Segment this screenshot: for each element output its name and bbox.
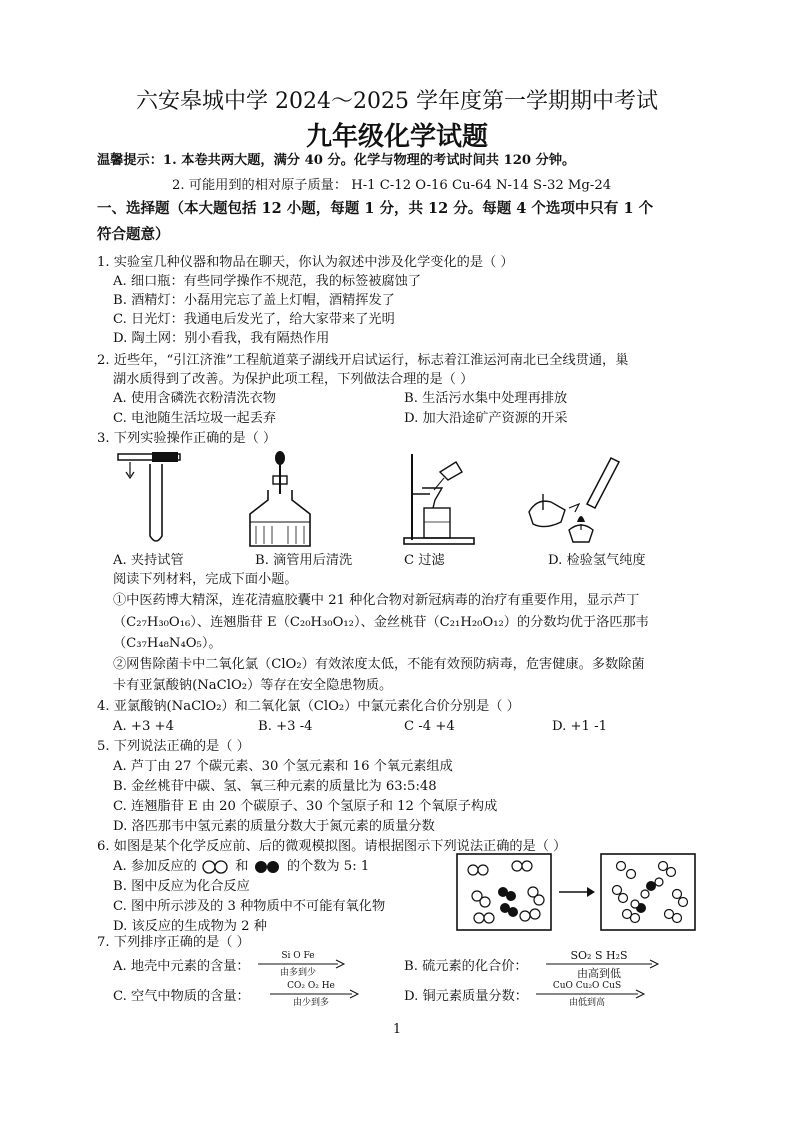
q1-option-a: A. 细口瓶：有些同学操作不规范，我的标签被腐蚀了	[113, 274, 422, 289]
q2-option-b: B. 生活污水集中处理再排放	[404, 391, 568, 406]
q4-option-c: C -4 +4	[404, 719, 455, 734]
q7-option-b-direction: 由高到低	[577, 967, 621, 980]
reading-p1-line1: ①中医药博大精深，连花清瘟胶囊中 21 种化合物对新冠病毒的治疗有重要作用，显示芦丁	[113, 593, 640, 608]
reading-p1-line3: （C₃₇H₄₈N₄O₅）。	[113, 636, 222, 651]
tips-line-2: 2. 可能用到的相对原子质量： H-1 C-12 O-16 Cu-64 N-14 S-32 Mg-24	[172, 178, 612, 193]
q7-option-d: D. 铜元素质量分数：	[404, 989, 528, 1004]
q7-option-d-order: CuO Cu₂O CuS	[552, 981, 622, 991]
q7-option-b-arrow	[544, 949, 660, 979]
q5-option-b: B. 金丝桃苷中碳、氢、氧三种元素的质量比为 63:5:48	[113, 779, 437, 794]
q7-option-a: A. 地壳中元素的含量：	[113, 959, 250, 974]
q7-option-a-direction: 由多到少	[279, 968, 316, 978]
q6-option-a-pre: A. 参加反应的	[113, 859, 197, 874]
q4-option-b: B. +3 -4	[258, 719, 313, 734]
q4-option-d: D. +1 -1	[552, 719, 607, 734]
filtration-figure	[400, 450, 480, 550]
q1-stem: 1. 实验室几种仪器和物品在聊天，你认为叙述中涉及化学变化的是（ ）	[97, 255, 514, 270]
q4-option-a: A. +3 +4	[113, 719, 174, 734]
reading-intro: 阅读下列材料，完成下面小题。	[113, 572, 298, 587]
q3-option-c: C 过滤	[404, 553, 445, 568]
q5-option-c: C. 连翘脂苷 E 由 20 个碳原子、30 个氢原子和 12 个氧原子构成	[113, 799, 498, 814]
q7-option-d-arrow	[534, 981, 646, 1007]
q7-option-c: C. 空气中物质的含量：	[113, 989, 250, 1004]
tips-line-1: 温馨提示：1. 本卷共两大题，满分 40 分。化学与物理的考试时间共 120 分钟。	[97, 153, 576, 168]
q2-stem-2: 湖水质得到了改善。为保护此项工程，下列做法合理的是（ ）	[113, 372, 474, 387]
q3-option-d: D. 检验氢气纯度	[548, 553, 646, 568]
section-1-heading-cont: 符合题意）	[97, 226, 170, 243]
q7-option-c-order: CO₂ O₂ He	[287, 981, 335, 991]
q6-option-a-post: 的个数为 5: 1	[286, 859, 370, 874]
reading-p2-line1: ②网售除菌卡中二氧化氯（ClO₂）有效浓度太低，不能有效预防病毒，危害健康。多数除菌	[113, 657, 645, 672]
q1-option-d: D. 陶土网：别小看我，我有隔热作用	[113, 331, 330, 346]
q7-option-b: B. 硫元素的化合价：	[404, 959, 528, 974]
q3-stem: 3. 下列实验操作正确的是（ ）	[97, 431, 277, 446]
q1-option-b: B. 酒精灯：小磊用完忘了盖上灯帽，酒精挥发了	[113, 293, 395, 308]
q7-stem: 7. 下列排序正确的是（ ）	[97, 935, 250, 950]
q7-option-b-order: SO₂ S H₂S	[570, 949, 628, 962]
q5-option-d: D. 洛匹那韦中氢元素的质量分数大于氮元素的质量分数	[113, 819, 435, 834]
q7-option-a-arrow	[256, 951, 346, 977]
q4-stem: 4. 亚氯酸钠(NaClO₂）和二氧化氯（ClO₂）中氯元素化合价分别是（ ）	[97, 699, 520, 714]
q5-stem: 5. 下列说法正确的是（ ）	[97, 739, 250, 754]
q5-option-a: A. 芦丁由 27 个碳元素、30 个氢元素和 16 个氧元素组成	[113, 759, 453, 774]
reading-p2-line2: 卡有亚氯酸钠(NaClO₂）等存在安全隐患物质。	[113, 678, 393, 693]
test-tube-holder-figure	[110, 450, 190, 550]
q3-option-a: A. 夹持试管	[113, 553, 184, 568]
reading-p1-line2: （C₂₇H₃₀O₁₆）、连翘脂苷 E（C₂₀H₃₀O₁₂）、金丝桃苷（C₂₁H₂₀O₁₂）的分数均优于洛匹那韦	[113, 615, 649, 630]
hydrogen-purity-figure	[525, 450, 625, 550]
q1-option-c: C. 日光灯：我通电后发光了，给大家带来了光明	[113, 312, 395, 327]
exam-subtitle: 九年级化学试题	[305, 122, 488, 152]
q2-stem-1: 2. 近些年，“引江济淮”工程航道菜子湖线开启试运行，标志着江淮运河南北已全线贯通，巢	[97, 353, 629, 368]
q2-option-c: C. 电池随生活垃圾一起丢弃	[113, 411, 277, 426]
q6-option-c: C. 图中所示涉及的 3 种物质中不可能有氧化物	[113, 899, 386, 914]
q2-option-d: D. 加大沿途矿产资源的开采	[404, 411, 568, 426]
q6-option-b: B. 图中反应为化合反应	[113, 879, 250, 894]
white-molecule-icon	[201, 860, 231, 874]
q6-option-a-mid: 和	[235, 859, 249, 874]
q6-option-a	[113, 858, 369, 876]
q6-option-d: D. 该反应的生成物为 2 种	[113, 919, 267, 934]
dropper-bottle-figure	[240, 450, 320, 550]
q6-stem: 6. 如图是某个化学反应前、后的微观模拟图。请根据图示下列说法正确的是（ ）	[97, 839, 567, 854]
q7-option-c-arrow	[268, 981, 360, 1007]
black-molecule-icon	[253, 860, 283, 874]
q7-option-c-direction: 由少到多	[292, 998, 329, 1008]
reaction-micro-diagram	[455, 852, 755, 936]
q7-option-d-direction: 由低到高	[568, 998, 605, 1008]
q3-option-b: B. 滴管用后清洗	[255, 553, 353, 568]
section-1-heading: 一、选择题（本大题包括 12 小题，每题 1 分，共 12 分。每题 4 个选项中只有 1 个	[97, 200, 654, 217]
q2-option-a: A. 使用含磷洗衣粉清洗衣物	[113, 391, 276, 406]
exam-title: 六安皋城中学 2024～2025 学年度第一学期期中考试	[136, 89, 658, 114]
page-number: 1	[392, 1022, 402, 1037]
q7-option-a-order: Si O Fe	[281, 951, 315, 961]
